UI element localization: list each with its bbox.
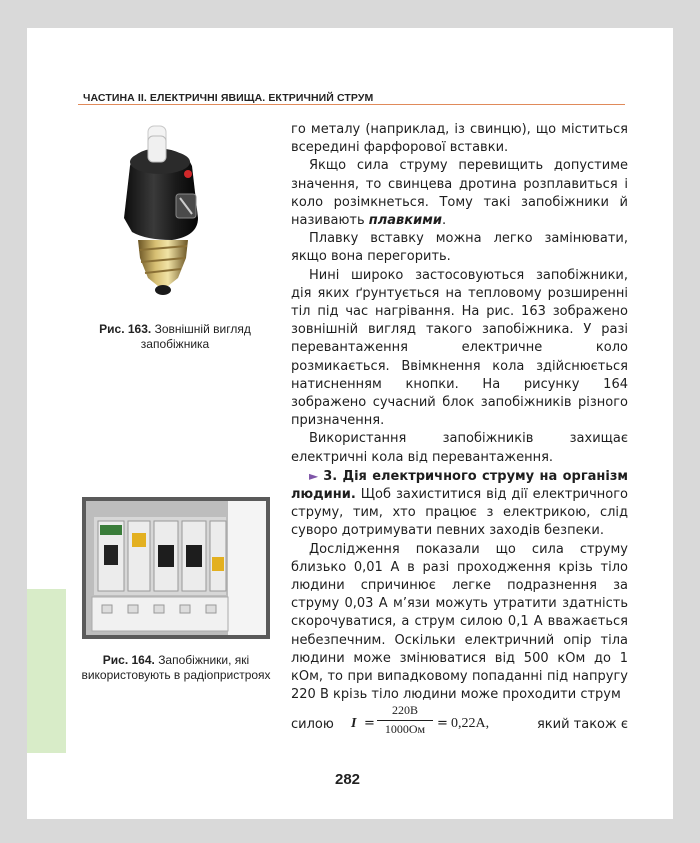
figure-163-caption	[95, 322, 255, 352]
figure-164-label: Рис. 164.	[102, 653, 155, 667]
header-divider	[78, 104, 625, 105]
figure-163-fuse-image	[112, 118, 232, 318]
paragraph-1: го металу (наприклад, із свинцю), що міститься всередині фарфорової вставки.	[291, 122, 628, 156]
formula-symbol: I	[351, 716, 357, 731]
term-plavki: плавкими	[368, 213, 442, 229]
paragraph-2	[291, 157, 628, 230]
formula-equals-2: =	[437, 716, 448, 731]
paragraph-2-text: Якщо сила струму перевищить допустиме значення, то свинцева дротина розплавиться і коло розімкнеться. Тому такі запобіжники й називають	[291, 158, 628, 229]
section-3-paragraph	[291, 467, 628, 541]
page-number: 282	[335, 771, 361, 788]
figure-163-text: Зовнішній вигляд запобіжника	[140, 322, 251, 351]
paragraph-3: Плавку вставку можна легко замінювати, якщо вона перегорить.	[291, 231, 628, 265]
current-formula	[291, 703, 628, 743]
paragraph-6: Щоб захиститися від дії електричного струму, тим, хто працює з електрикою, слід суворо дотримувати певних заходів безпеки.	[291, 487, 628, 539]
paragraph-4: Нині широко застосовуються запобіжники, дія яких ґрунтується на тепловому розширенні тіл під час нагрівання. На рис. 163 зображено зовнішній вигляд такого запобіжника. У разі перевантаження електричне коло розмикається. Ввімкнення кола здійснюється натисненням кнопки. На рисунку 164 зображено сучасний блок запобіжників різного призначення.	[291, 267, 628, 429]
figure-163-label: Рис. 163.	[99, 322, 152, 336]
figure-164-breakers-image	[82, 497, 270, 639]
running-header: ЧАСТИНА II. ЕЛЕКТРИЧНІ ЯВИЩА. ЕКТРИЧНИЙ СТРУМ	[83, 92, 374, 104]
paragraph-5: Використання запобіжників захищає електричні кола від перевантаження.	[291, 431, 628, 465]
body-text-column	[291, 121, 628, 705]
formula-tail-text: який також є	[536, 717, 628, 732]
figure-164-caption	[78, 653, 274, 683]
formula-result: 0,22А,	[451, 716, 490, 731]
section-bullet-icon: ►	[309, 468, 319, 483]
section-3-title: 3. Дія електричного струму на організм людини.	[291, 468, 629, 503]
paragraph-2-end: .	[441, 213, 447, 229]
formula-lead-text: силою	[291, 717, 334, 732]
formula-numerator: 220В	[391, 703, 418, 717]
page-margin-tab	[27, 589, 66, 753]
figure-164-text: Запобіжники, які використовують в радіопристроях	[81, 653, 271, 682]
formula-equals: =	[364, 716, 375, 731]
fraction-bar	[377, 720, 433, 721]
formula-denominator: 1000Ом	[384, 722, 426, 736]
formula-fraction	[377, 703, 433, 737]
paragraph-7: Дослідження показали що сила струму близько 0,01 А в разі проходження крізь тіло людини спричинює легке подразнення за струму 0,03 А м’язи можуть утратити здатність скорочуватися, а струм силою 0,1 А вважається небезпечним. Оскільки електричний опір тіла людини може змінюватися від 500 кОм до 1 кОм, то при випадковому попаданні під напругу 220 В крізь тіло людини може проходити струм	[291, 541, 628, 703]
